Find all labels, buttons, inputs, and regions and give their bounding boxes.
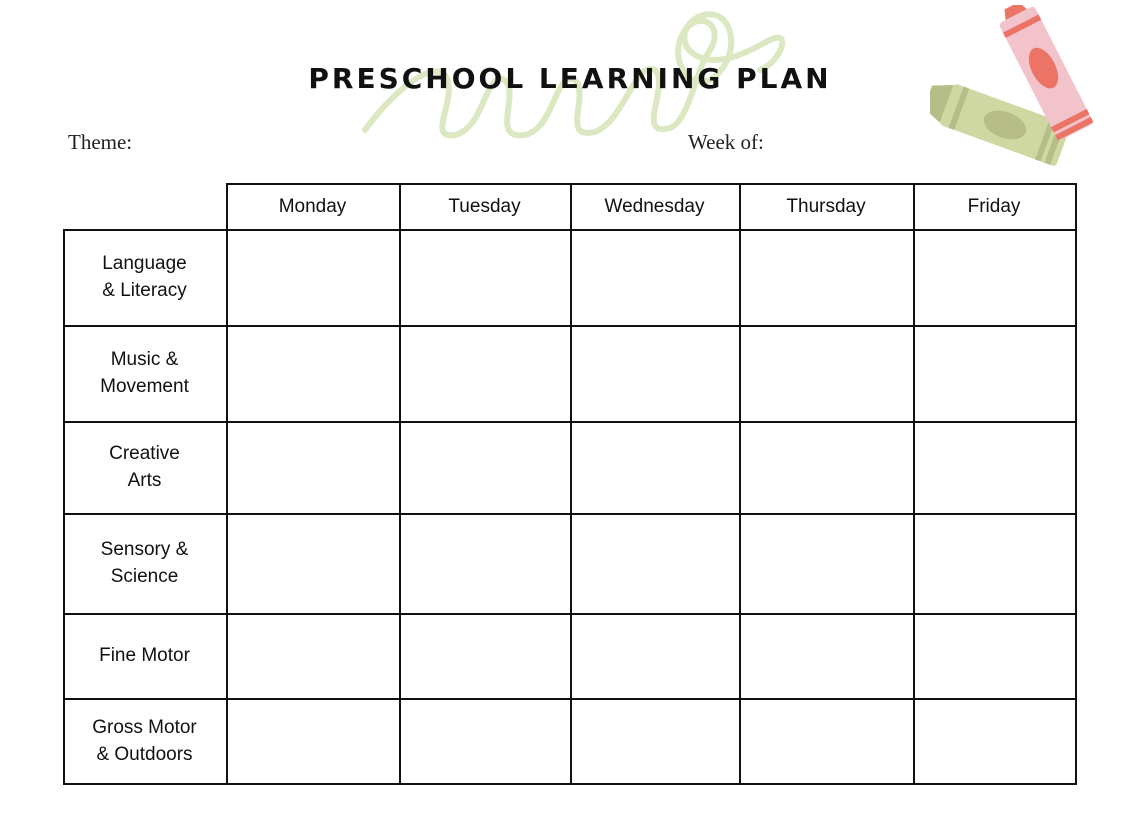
plan-cell[interactable] xyxy=(228,423,399,513)
plan-cell[interactable] xyxy=(572,515,739,613)
theme-label: Theme: xyxy=(68,130,133,154)
plan-cell[interactable] xyxy=(228,231,399,325)
plan-cell[interactable] xyxy=(915,327,1075,421)
plan-cell[interactable] xyxy=(572,700,739,783)
plan-cell[interactable] xyxy=(741,327,913,421)
plan-cell[interactable] xyxy=(915,700,1075,783)
plan-cell[interactable] xyxy=(401,615,570,698)
row-label xyxy=(63,613,226,698)
plan-cell[interactable] xyxy=(572,615,739,698)
plan-cell[interactable] xyxy=(741,423,913,513)
row-label xyxy=(63,325,226,421)
plan-cell[interactable] xyxy=(741,515,913,613)
plan-cell[interactable] xyxy=(572,423,739,513)
plan-cell[interactable] xyxy=(741,615,913,698)
day-header-monday: Monday xyxy=(278,195,347,217)
plan-cell[interactable] xyxy=(401,423,570,513)
row-label-text: Sensory & Science xyxy=(100,539,189,587)
day-header-thursday: Thursday xyxy=(786,195,866,217)
plan-cell[interactable] xyxy=(572,327,739,421)
row-label-text: Gross Motor & Outdoors xyxy=(92,716,197,765)
row-label-text: Fine Motor xyxy=(99,645,190,666)
day-header-wednesday: Wednesday xyxy=(604,195,705,217)
plan-cell[interactable] xyxy=(915,515,1075,613)
row-label xyxy=(63,513,226,613)
row-label-text: Language & Literacy xyxy=(102,253,187,301)
plan-cell[interactable] xyxy=(228,515,399,613)
plan-cell[interactable] xyxy=(228,615,399,698)
plan-cell[interactable] xyxy=(915,231,1075,325)
plan-cell[interactable] xyxy=(741,231,913,325)
plan-cell[interactable] xyxy=(915,615,1075,698)
plan-cell[interactable] xyxy=(915,423,1075,513)
day-header-friday: Friday xyxy=(967,195,1021,217)
plan-cell[interactable] xyxy=(741,700,913,783)
week-of-label: Week of: xyxy=(688,130,764,154)
row-label-text: Creative Arts xyxy=(109,443,180,491)
page-title: PRESCHOOL LEARNING PLAN xyxy=(308,62,832,95)
row-label-text: Music & Movement xyxy=(100,349,189,397)
plan-cell[interactable] xyxy=(228,327,399,421)
plan-cell[interactable] xyxy=(572,231,739,325)
row-label xyxy=(63,229,226,325)
row-label xyxy=(63,421,226,513)
plan-cell[interactable] xyxy=(228,700,399,783)
day-header-tuesday: Tuesday xyxy=(448,195,521,217)
plan-cell[interactable] xyxy=(401,700,570,783)
plan-cell[interactable] xyxy=(401,231,570,325)
row-label xyxy=(63,698,226,783)
plan-cell[interactable] xyxy=(401,515,570,613)
grid-line xyxy=(1075,183,1077,785)
plan-cell[interactable] xyxy=(401,327,570,421)
